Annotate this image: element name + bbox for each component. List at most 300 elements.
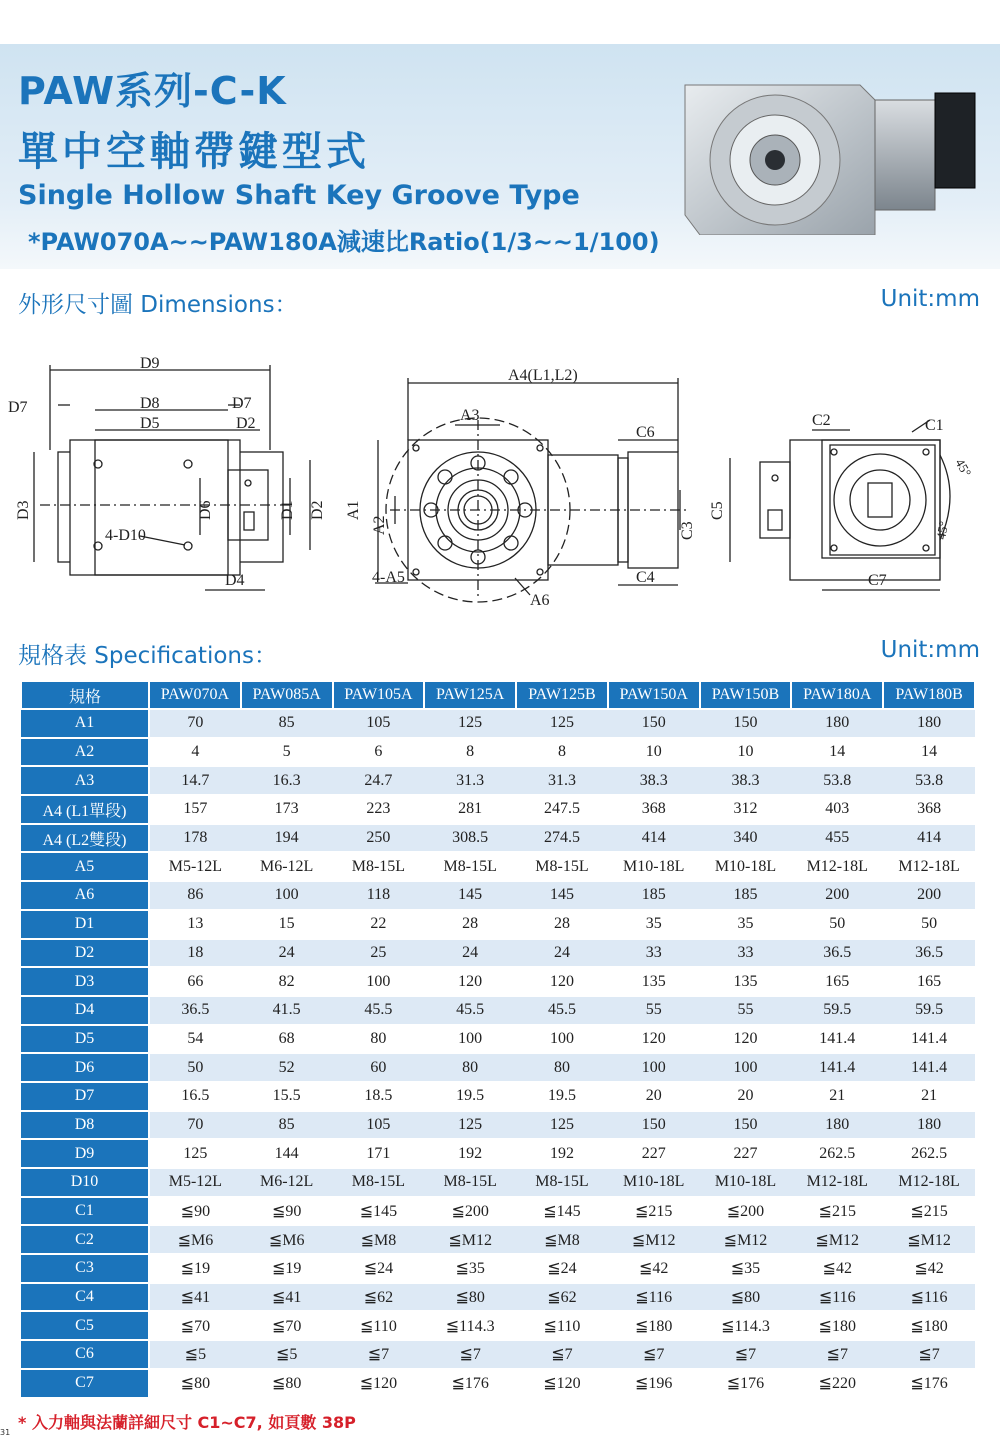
table-cell: ≦176 — [883, 1369, 975, 1398]
table-cell: 180 — [791, 1111, 883, 1140]
table-cell: 368 — [883, 795, 975, 824]
table-cell: 150 — [700, 709, 792, 738]
table-cell: ≦70 — [241, 1311, 333, 1340]
table-cell: 36.5 — [149, 996, 241, 1025]
table-row — [21, 824, 975, 853]
table-cell: 8 — [424, 738, 516, 767]
table-cell: M10-18L — [700, 1168, 792, 1197]
table-cell: 50 — [883, 910, 975, 939]
table-cell: ≦M8 — [516, 1225, 608, 1254]
label-D3: D3 — [15, 500, 32, 520]
table-cell: 45.5 — [424, 996, 516, 1025]
table-cell: 157 — [149, 795, 241, 824]
table-cell: 274.5 — [516, 824, 608, 853]
table-cell: ≦120 — [516, 1369, 608, 1398]
table-cell: 50 — [791, 910, 883, 939]
table-cell: 5 — [241, 738, 333, 767]
table-cell: 125 — [149, 1139, 241, 1168]
table-cell: 24.7 — [333, 766, 425, 795]
table-cell: ≦7 — [700, 1340, 792, 1369]
row-label: D9 — [21, 1139, 149, 1168]
table-cell: 55 — [700, 996, 792, 1025]
table-cell: 45.5 — [516, 996, 608, 1025]
table-cell: 10 — [608, 738, 700, 767]
table-cell: 105 — [333, 709, 425, 738]
table-cell: M6-12L — [241, 852, 333, 881]
table-cell: M8-15L — [333, 852, 425, 881]
row-label: A4 (L2雙段) — [21, 824, 149, 853]
table-cell: 180 — [883, 709, 975, 738]
table-cell: 180 — [791, 709, 883, 738]
table-cell: 80 — [424, 1053, 516, 1082]
table-cell: 227 — [608, 1139, 700, 1168]
row-label: D4 — [21, 996, 149, 1025]
table-cell: 80 — [333, 1025, 425, 1054]
table-cell: ≦180 — [883, 1311, 975, 1340]
table-cell: 36.5 — [791, 939, 883, 968]
spec-header-model: PAW180A — [791, 681, 883, 709]
table-cell: 85 — [241, 709, 333, 738]
table-cell: ≦114.3 — [424, 1311, 516, 1340]
table-cell: 59.5 — [883, 996, 975, 1025]
table-cell: ≦5 — [241, 1340, 333, 1369]
table-cell: ≦24 — [516, 1254, 608, 1283]
table-cell: 262.5 — [883, 1139, 975, 1168]
table-cell: 125 — [424, 1111, 516, 1140]
table-cell: ≦70 — [149, 1311, 241, 1340]
model-range: *PAW070A~~PAW180A減速比Ratio(1/3~~1/100) — [28, 228, 660, 256]
label-C3: C3 — [679, 521, 696, 540]
table-cell: ≦180 — [791, 1311, 883, 1340]
table-cell: 312 — [700, 795, 792, 824]
table-cell: 141.4 — [791, 1025, 883, 1054]
table-cell: 414 — [883, 824, 975, 853]
specs-unit: Unit:mm — [880, 637, 980, 663]
table-cell: ≦7 — [516, 1340, 608, 1369]
table-cell: ≦42 — [608, 1254, 700, 1283]
table-cell: 82 — [241, 967, 333, 996]
table-cell: 68 — [241, 1025, 333, 1054]
table-cell: 8 — [516, 738, 608, 767]
table-cell: ≦5 — [149, 1340, 241, 1369]
table-cell: 141.4 — [883, 1053, 975, 1082]
table-cell: ≦176 — [424, 1369, 516, 1398]
table-cell: 145 — [424, 881, 516, 910]
row-label: A3 — [21, 766, 149, 795]
table-row — [21, 1254, 975, 1283]
table-cell: 14 — [791, 738, 883, 767]
label-C1: C1 — [925, 417, 944, 434]
table-row — [21, 1311, 975, 1340]
table-cell: 55 — [608, 996, 700, 1025]
table-cell: ≦176 — [700, 1369, 792, 1398]
label-D6: D6 — [197, 500, 214, 520]
table-row — [21, 910, 975, 939]
table-cell: ≦7 — [333, 1340, 425, 1369]
table-cell: 38.3 — [700, 766, 792, 795]
table-cell: ≦80 — [700, 1283, 792, 1312]
label-A3: A3 — [460, 407, 480, 424]
table-cell: 54 — [149, 1025, 241, 1054]
table-cell: ≦110 — [516, 1311, 608, 1340]
table-cell: ≦200 — [424, 1197, 516, 1226]
table-row — [21, 766, 975, 795]
table-cell: 165 — [883, 967, 975, 996]
spec-header-label: 規格 — [21, 681, 149, 709]
table-row — [21, 939, 975, 968]
table-cell: 35 — [608, 910, 700, 939]
table-row — [21, 738, 975, 767]
page-number: 31 — [0, 1428, 11, 1437]
label-angle-1: 45° — [952, 456, 975, 480]
row-label: A2 — [21, 738, 149, 767]
dimensions-unit: Unit:mm — [880, 286, 980, 312]
label-A1: A1 — [345, 500, 362, 520]
table-cell: 24 — [424, 939, 516, 968]
label-angle-2: 45° — [933, 519, 952, 541]
table-cell: 70 — [149, 709, 241, 738]
row-label: C2 — [21, 1225, 149, 1254]
table-cell: 194 — [241, 824, 333, 853]
table-cell: 125 — [516, 709, 608, 738]
table-cell: ≦19 — [241, 1254, 333, 1283]
table-cell: 105 — [333, 1111, 425, 1140]
table-cell: ≦80 — [241, 1369, 333, 1398]
table-cell: 180 — [883, 1111, 975, 1140]
row-label: A6 — [21, 881, 149, 910]
table-cell: 250 — [333, 824, 425, 853]
table-cell: ≦110 — [333, 1311, 425, 1340]
table-cell: ≦116 — [608, 1283, 700, 1312]
table-row — [21, 1369, 975, 1398]
table-row — [21, 967, 975, 996]
label-A6: A6 — [530, 592, 550, 609]
table-cell: 19.5 — [516, 1082, 608, 1111]
table-cell: 192 — [516, 1139, 608, 1168]
table-cell: 192 — [424, 1139, 516, 1168]
row-label: D3 — [21, 967, 149, 996]
table-cell: ≦42 — [883, 1254, 975, 1283]
label-C4: C4 — [636, 569, 655, 586]
specs-title: 規格表 Specifications： — [18, 643, 277, 669]
label-D10: 4-D10 — [105, 527, 146, 544]
table-cell: ≦220 — [791, 1369, 883, 1398]
table-cell: 21 — [791, 1082, 883, 1111]
table-row — [21, 1053, 975, 1082]
table-cell: 173 — [241, 795, 333, 824]
dimensions-title: 外形尺寸圖 Dimensions： — [18, 292, 298, 318]
table-cell: 227 — [700, 1139, 792, 1168]
table-cell: 100 — [333, 967, 425, 996]
table-cell: 247.5 — [516, 795, 608, 824]
table-cell: 60 — [333, 1053, 425, 1082]
table-cell: 178 — [149, 824, 241, 853]
spec-header-model: PAW180B — [883, 681, 975, 709]
table-cell: ≦80 — [149, 1369, 241, 1398]
table-cell: 141.4 — [883, 1025, 975, 1054]
table-row — [21, 1082, 975, 1111]
table-cell: M8-15L — [424, 1168, 516, 1197]
table-cell: ≦145 — [333, 1197, 425, 1226]
row-label: D7 — [21, 1082, 149, 1111]
row-label: A4 (L1單段) — [21, 795, 149, 824]
label-D1: D1 — [279, 500, 296, 520]
table-cell: 141.4 — [791, 1053, 883, 1082]
table-cell: 13 — [149, 910, 241, 939]
table-cell: ≦80 — [424, 1283, 516, 1312]
table-row — [21, 1168, 975, 1197]
table-cell: ≦24 — [333, 1254, 425, 1283]
table-cell: ≦M8 — [333, 1225, 425, 1254]
table-cell: ≦90 — [149, 1197, 241, 1226]
label-C7: C7 — [868, 572, 887, 589]
table-cell: 308.5 — [424, 824, 516, 853]
label-A4: A4(L1,L2) — [508, 367, 578, 384]
spec-table — [20, 680, 976, 1399]
table-cell: ≦42 — [791, 1254, 883, 1283]
spec-header-model: PAW150A — [608, 681, 700, 709]
label-D7: D7 — [8, 399, 28, 416]
table-cell: 135 — [608, 967, 700, 996]
table-cell: 33 — [700, 939, 792, 968]
table-cell: 28 — [424, 910, 516, 939]
row-label: D8 — [21, 1111, 149, 1140]
table-cell: 145 — [516, 881, 608, 910]
table-cell: M12-18L — [791, 852, 883, 881]
row-label: D10 — [21, 1168, 149, 1197]
table-cell: 118 — [333, 881, 425, 910]
table-cell: 14 — [883, 738, 975, 767]
table-cell: 59.5 — [791, 996, 883, 1025]
table-cell: M8-15L — [333, 1168, 425, 1197]
table-cell: ≦M12 — [424, 1225, 516, 1254]
table-cell: ≦90 — [241, 1197, 333, 1226]
row-label: C4 — [21, 1283, 149, 1312]
table-cell: ≦114.3 — [700, 1311, 792, 1340]
table-cell: 18 — [149, 939, 241, 968]
row-label: D5 — [21, 1025, 149, 1054]
table-row — [21, 1111, 975, 1140]
table-cell: 150 — [608, 709, 700, 738]
row-label: C3 — [21, 1254, 149, 1283]
table-cell: ≦M6 — [149, 1225, 241, 1254]
label-D7-right: D7 — [232, 395, 252, 412]
table-cell: M12-18L — [883, 1168, 975, 1197]
spec-header-model: PAW150B — [700, 681, 792, 709]
table-cell: 31.3 — [516, 766, 608, 795]
table-cell: 14.7 — [149, 766, 241, 795]
table-cell: 36.5 — [883, 939, 975, 968]
row-label: C1 — [21, 1197, 149, 1226]
table-cell: 85 — [241, 1111, 333, 1140]
english-title: Single Hollow Shaft Key Groove Type — [18, 180, 580, 211]
table-cell: ≦180 — [608, 1311, 700, 1340]
table-cell: ≦35 — [424, 1254, 516, 1283]
row-label: C5 — [21, 1311, 149, 1340]
table-cell: M6-12L — [241, 1168, 333, 1197]
table-cell: 19.5 — [424, 1082, 516, 1111]
table-cell: ≦35 — [700, 1254, 792, 1283]
table-cell: 21 — [883, 1082, 975, 1111]
table-cell: M8-15L — [516, 1168, 608, 1197]
table-cell: M8-15L — [516, 852, 608, 881]
table-cell: 38.3 — [608, 766, 700, 795]
table-cell: ≦M6 — [241, 1225, 333, 1254]
table-cell: ≦7 — [883, 1340, 975, 1369]
table-cell: ≦M12 — [883, 1225, 975, 1254]
label-A2: A2 — [371, 515, 388, 535]
table-cell: 6 — [333, 738, 425, 767]
table-cell: ≦7 — [608, 1340, 700, 1369]
table-cell: 18.5 — [333, 1082, 425, 1111]
table-cell: 414 — [608, 824, 700, 853]
table-cell: 223 — [333, 795, 425, 824]
table-cell: M12-18L — [883, 852, 975, 881]
table-cell: 144 — [241, 1139, 333, 1168]
table-cell: 150 — [700, 1111, 792, 1140]
table-cell: 53.8 — [791, 766, 883, 795]
spec-header-model: PAW070A — [149, 681, 241, 709]
table-cell: 16.3 — [241, 766, 333, 795]
table-cell: 25 — [333, 939, 425, 968]
label-D4: D4 — [225, 572, 245, 589]
table-cell: 100 — [608, 1053, 700, 1082]
table-cell: 125 — [424, 709, 516, 738]
table-cell: M10-18L — [700, 852, 792, 881]
table-cell: 125 — [516, 1111, 608, 1140]
table-cell: 281 — [424, 795, 516, 824]
table-cell: M10-18L — [608, 1168, 700, 1197]
table-cell: ≦215 — [883, 1197, 975, 1226]
table-cell: ≦215 — [791, 1197, 883, 1226]
table-cell: 24 — [516, 939, 608, 968]
table-cell: 80 — [516, 1053, 608, 1082]
product-photo — [680, 75, 980, 235]
label-C6: C6 — [636, 424, 655, 441]
table-cell: 52 — [241, 1053, 333, 1082]
table-cell: ≦196 — [608, 1369, 700, 1398]
table-row — [21, 1283, 975, 1312]
table-cell: 50 — [149, 1053, 241, 1082]
row-label: D2 — [21, 939, 149, 968]
table-cell: 70 — [149, 1111, 241, 1140]
table-cell: 33 — [608, 939, 700, 968]
table-cell: 120 — [608, 1025, 700, 1054]
table-row — [21, 881, 975, 910]
chinese-title: 單中空軸帶鍵型式 — [18, 129, 370, 175]
table-row — [21, 1139, 975, 1168]
table-cell: 16.5 — [149, 1082, 241, 1111]
table-cell: ≦62 — [333, 1283, 425, 1312]
table-cell: ≦200 — [700, 1197, 792, 1226]
table-cell: 100 — [516, 1025, 608, 1054]
table-cell: 150 — [608, 1111, 700, 1140]
table-cell: M5-12L — [149, 1168, 241, 1197]
table-cell: 28 — [516, 910, 608, 939]
series-title: PAW系列-C-K — [18, 69, 287, 113]
table-cell: 15 — [241, 910, 333, 939]
label-D8: D8 — [140, 395, 160, 412]
spec-header-model: PAW125B — [516, 681, 608, 709]
table-cell: 45.5 — [333, 996, 425, 1025]
table-row — [21, 1340, 975, 1369]
table-cell: ≦7 — [791, 1340, 883, 1369]
label-C5: C5 — [709, 501, 726, 520]
label-C2: C2 — [812, 412, 831, 429]
table-cell: 100 — [424, 1025, 516, 1054]
table-row — [21, 1225, 975, 1254]
label-D2-top: D2 — [236, 415, 256, 432]
table-cell: ≦M12 — [608, 1225, 700, 1254]
table-cell: ≦7 — [424, 1340, 516, 1369]
table-cell: 135 — [700, 967, 792, 996]
table-cell: 53.8 — [883, 766, 975, 795]
row-label: D1 — [21, 910, 149, 939]
table-cell: M5-12L — [149, 852, 241, 881]
table-cell: 100 — [700, 1053, 792, 1082]
table-row — [21, 795, 975, 824]
label-A5: 4-A5 — [372, 569, 405, 586]
table-cell: ≦M12 — [791, 1225, 883, 1254]
label-D2: D2 — [309, 500, 326, 520]
table-cell: M12-18L — [791, 1168, 883, 1197]
table-cell: 455 — [791, 824, 883, 853]
spec-header-model: PAW105A — [333, 681, 425, 709]
table-row — [21, 709, 975, 738]
table-cell: 20 — [700, 1082, 792, 1111]
table-cell: 403 — [791, 795, 883, 824]
table-cell: 86 — [149, 881, 241, 910]
table-cell: ≦M12 — [700, 1225, 792, 1254]
table-cell: 200 — [883, 881, 975, 910]
table-cell: ≦41 — [149, 1283, 241, 1312]
table-cell: 66 — [149, 967, 241, 996]
table-cell: ≦19 — [149, 1254, 241, 1283]
table-cell: 10 — [700, 738, 792, 767]
table-cell: 4 — [149, 738, 241, 767]
table-cell: 24 — [241, 939, 333, 968]
table-cell: 171 — [333, 1139, 425, 1168]
table-cell: ≦120 — [333, 1369, 425, 1398]
row-label: C7 — [21, 1369, 149, 1398]
table-row — [21, 1025, 975, 1054]
table-cell: 120 — [424, 967, 516, 996]
table-cell: ≦215 — [608, 1197, 700, 1226]
label-D5: D5 — [140, 415, 160, 432]
dimension-drawing — [0, 340, 1000, 620]
table-cell: 35 — [700, 910, 792, 939]
table-cell: ≦116 — [883, 1283, 975, 1312]
table-row — [21, 996, 975, 1025]
row-label: D6 — [21, 1053, 149, 1082]
table-cell: ≦116 — [791, 1283, 883, 1312]
table-cell: M10-18L — [608, 852, 700, 881]
table-cell: 340 — [700, 824, 792, 853]
table-cell: 262.5 — [791, 1139, 883, 1168]
table-cell: 100 — [241, 881, 333, 910]
table-cell: 200 — [791, 881, 883, 910]
table-cell: 120 — [700, 1025, 792, 1054]
table-cell: 165 — [791, 967, 883, 996]
row-label: A5 — [21, 852, 149, 881]
spec-header-model: PAW085A — [241, 681, 333, 709]
table-cell: ≦41 — [241, 1283, 333, 1312]
table-row — [21, 1197, 975, 1226]
row-label: A1 — [21, 709, 149, 738]
table-cell: 120 — [516, 967, 608, 996]
table-row — [21, 852, 975, 881]
row-label: C6 — [21, 1340, 149, 1369]
